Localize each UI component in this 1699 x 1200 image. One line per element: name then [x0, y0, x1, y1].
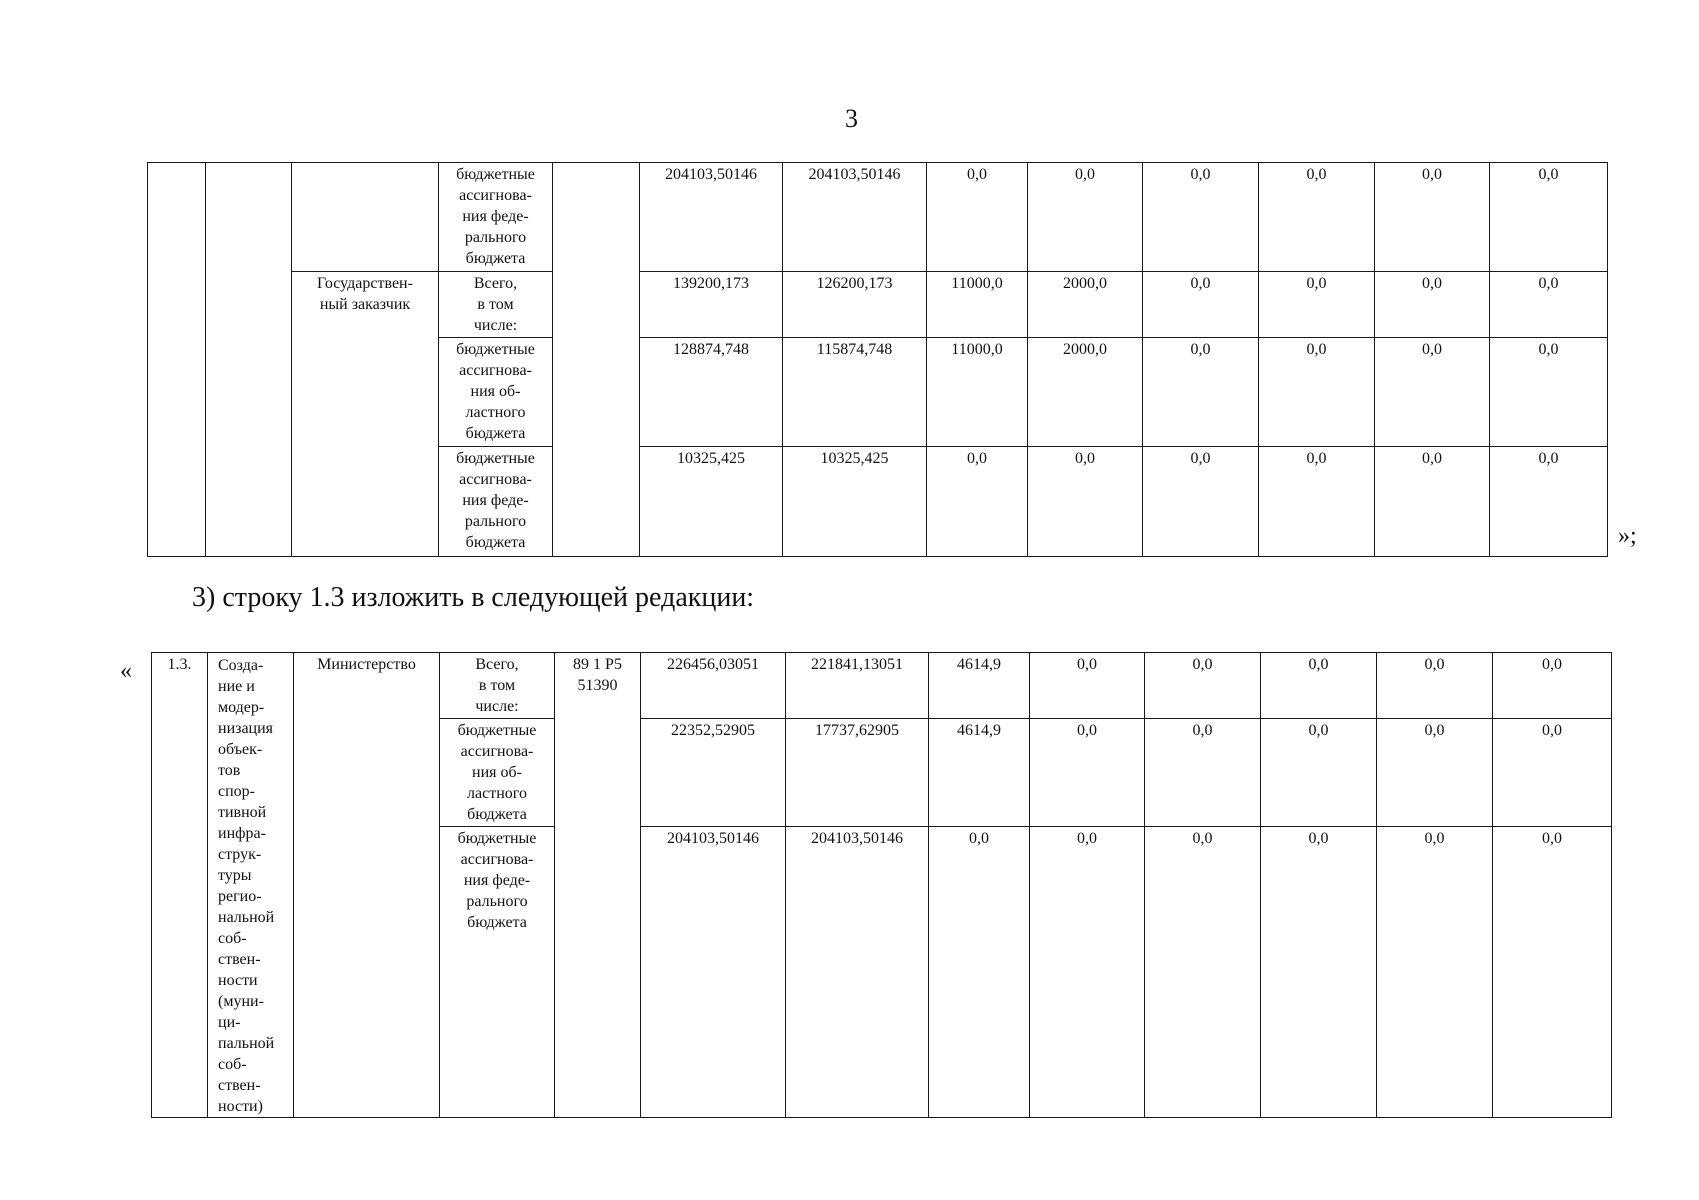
value-cell: 204103,50146: [786, 827, 929, 1118]
value-cell: 139200,173: [640, 272, 783, 338]
value-cell: 22352,52905: [641, 719, 786, 827]
value-cell: 0,0: [1261, 653, 1377, 719]
value-cell: 115874,748: [783, 338, 927, 447]
value-cell: 0,0: [1375, 338, 1490, 447]
table-row: [148, 272, 1608, 338]
value-cell: 0,0: [1377, 827, 1493, 1118]
page-number: 3: [845, 104, 858, 133]
value-cell: 0,0: [1259, 447, 1375, 557]
value-cell: 0,0: [1261, 719, 1377, 827]
funding-source-cell: бюджетные ассигнова- ния об- ластного бюджета: [439, 338, 553, 447]
funding-source-cell: Всего, в том числе:: [439, 272, 553, 338]
value-cell: 0,0: [1490, 272, 1608, 338]
customer-cell: [292, 163, 439, 272]
value-cell: 0,0: [1490, 163, 1608, 272]
funding-source-cell: бюджетные ассигнова- ния об- ластного бюджета: [440, 719, 555, 827]
budget-table-row-1-3: [151, 652, 1612, 1118]
customer-cell: Министерство: [294, 653, 440, 1118]
value-cell: 11000,0: [927, 338, 1028, 447]
number-cell: [148, 163, 206, 557]
value-cell: 0,0: [1377, 653, 1493, 719]
value-cell: 0,0: [1143, 338, 1259, 447]
value-cell: 0,0: [1143, 447, 1259, 557]
value-cell: 17737,62905: [786, 719, 929, 827]
table-row: [148, 163, 1608, 272]
value-cell: 0,0: [927, 447, 1028, 557]
code-cell: [553, 163, 640, 557]
value-cell: 11000,0: [927, 272, 1028, 338]
value-cell: 2000,0: [1028, 272, 1143, 338]
funding-source-cell: бюджетные ассигнова- ния феде- рального бюджета: [439, 163, 553, 272]
value-cell: 0,0: [1490, 447, 1608, 557]
code-cell: 89 1 Р5 51390: [555, 653, 641, 1118]
value-cell: 0,0: [1261, 827, 1377, 1118]
value-cell: 0,0: [1375, 163, 1490, 272]
value-cell: 2000,0: [1028, 338, 1143, 447]
value-cell: 0,0: [1145, 827, 1261, 1118]
value-cell: 0,0: [1493, 653, 1612, 719]
budget-table-continuation: [147, 162, 1608, 557]
value-cell: 0,0: [1145, 719, 1261, 827]
closing-quote: »;: [1618, 523, 1637, 549]
value-cell: 0,0: [1030, 653, 1145, 719]
funding-source-cell: бюджетные ассигнова- ния феде- рального бюджета: [440, 827, 555, 1118]
value-cell: 0,0: [1375, 272, 1490, 338]
value-cell: 0,0: [1375, 447, 1490, 557]
value-cell: 204103,50146: [783, 163, 927, 272]
value-cell: 10325,425: [783, 447, 927, 557]
customer-cell: Государствен- ный заказчик: [292, 272, 439, 557]
value-cell: 0,0: [1259, 272, 1375, 338]
row-number-cell: 1.3.: [152, 653, 208, 1118]
value-cell: 0,0: [1143, 272, 1259, 338]
value-cell: 0,0: [1259, 163, 1375, 272]
event-title-cell: Созда- ние и модер- низация объек- тов спор- тивной инфра- струк- туры регио- нальной соб- ствен- ности (муни- ци- пальной соб- ствен- ности): [208, 653, 294, 1118]
value-cell: 0,0: [1030, 827, 1145, 1118]
value-cell: 0,0: [1028, 447, 1143, 557]
value-cell: 10325,425: [640, 447, 783, 557]
value-cell: 204103,50146: [641, 827, 786, 1118]
opening-quote: «: [120, 658, 132, 684]
value-cell: 0,0: [927, 163, 1028, 272]
value-cell: 4614,9: [929, 653, 1030, 719]
value-cell: 0,0: [1490, 338, 1608, 447]
value-cell: 0,0: [1493, 827, 1612, 1118]
value-cell: 126200,173: [783, 272, 927, 338]
value-cell: 0,0: [1377, 719, 1493, 827]
table-row: [152, 653, 1612, 719]
funding-source-cell: Всего, в том числе:: [440, 653, 555, 719]
value-cell: 0,0: [1145, 653, 1261, 719]
value-cell: 0,0: [1143, 163, 1259, 272]
value-cell: 0,0: [929, 827, 1030, 1118]
value-cell: 0,0: [1493, 719, 1612, 827]
value-cell: 0,0: [1030, 719, 1145, 827]
value-cell: 0,0: [1028, 163, 1143, 272]
value-cell: 204103,50146: [640, 163, 783, 272]
value-cell: 0,0: [1259, 338, 1375, 447]
value-cell: 226456,03051: [641, 653, 786, 719]
value-cell: 128874,748: [640, 338, 783, 447]
value-cell: 4614,9: [929, 719, 1030, 827]
amendment-instruction: 3) строку 1.3 изложить в следующей редакции:: [192, 582, 755, 613]
value-cell: 221841,13051: [786, 653, 929, 719]
funding-source-cell: бюджетные ассигнова- ния феде- рального бюджета: [439, 447, 553, 557]
title-cell: [206, 163, 292, 557]
